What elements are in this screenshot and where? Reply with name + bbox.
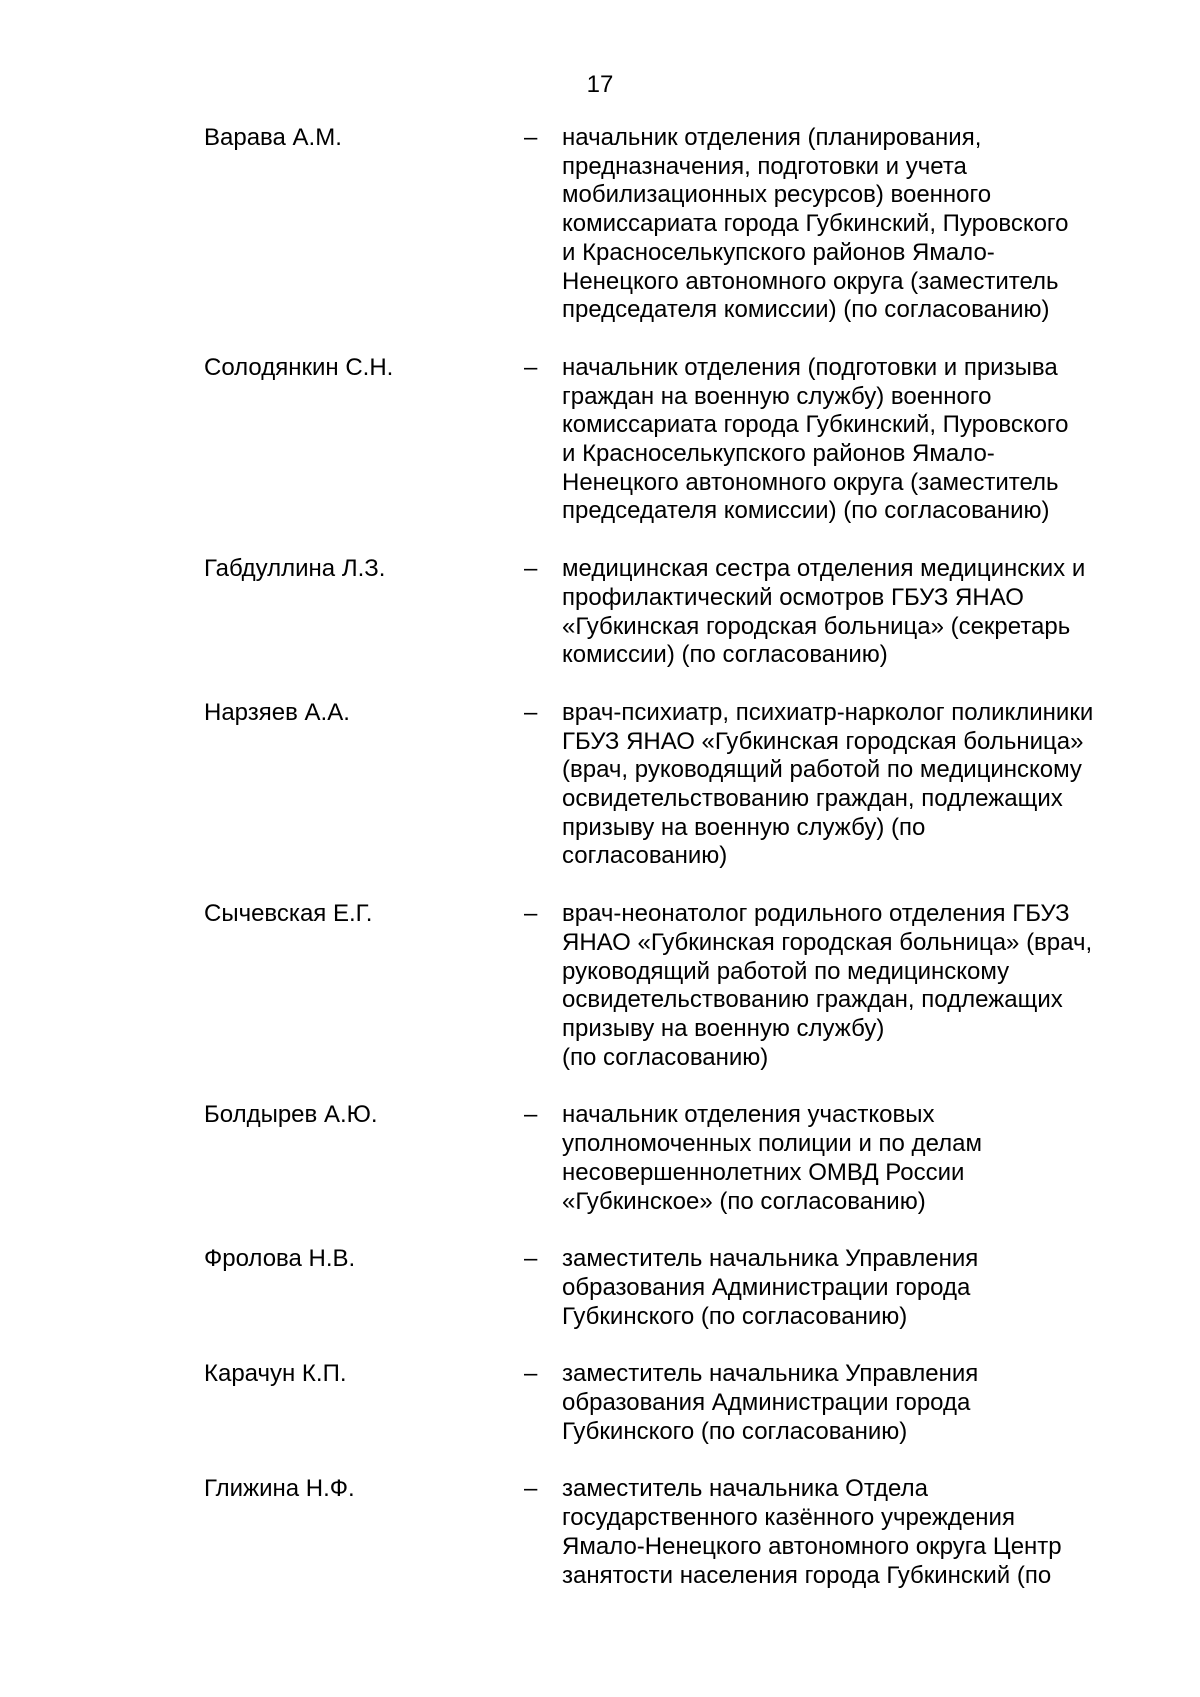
list-item — [0, 1101, 1200, 1216]
separator-dash: – — [524, 698, 538, 726]
member-name: Фролова Н.В. — [204, 1245, 356, 1273]
list-item — [0, 555, 1200, 670]
list-item — [0, 1245, 1200, 1331]
member-position: заместитель начальника Отдела государственного казённого учреждения Ямало-Ненецкого автономного округа Центр занятости населения города Губкинский (по — [562, 1475, 1062, 1589]
list-item — [0, 354, 1200, 526]
separator-dash: – — [524, 900, 538, 928]
member-name: Габдуллина Л.З. — [204, 555, 386, 583]
separator-dash: – — [524, 124, 538, 151]
member-name: Солодянкин С.Н. — [204, 353, 394, 381]
member-name: Глижина Н.Ф. — [204, 1475, 355, 1503]
member-name: Карачун К.П. — [204, 1360, 347, 1388]
list-item — [0, 1475, 1200, 1590]
member-name: Варава А.М. — [204, 124, 342, 151]
list-item — [0, 699, 1200, 871]
member-position: врач-психиатр, психиатр-нарколог поликлиники ГБУЗ ЯНАО «Губкинская городская больница» (врач, руководящий работой по медицинскому освидетельствованию граждан, подлежащих призыву на военную службу) (по согласованию) — [562, 698, 1094, 870]
member-position: заместитель начальника Управления образования Администрации города Губкинского (по согласованию) — [562, 1360, 979, 1445]
member-name: Болдырев А.Ю. — [204, 1101, 378, 1129]
commission-members-list — [0, 124, 1200, 1619]
list-item — [0, 1360, 1200, 1446]
member-position: заместитель начальника Управления образования Администрации города Губкинского (по согласованию) — [562, 1245, 979, 1330]
member-position: начальник отделения (подготовки и призыва граждан на военную службу) военного комиссариата города Губкинский, Пуровского и Красноселькупского районов Ямало- Ненецкого автономного округа (заместитель председателя комиссии) (по согласованию) — [562, 353, 1069, 525]
member-name: Нарзяев А.А. — [204, 698, 350, 726]
member-position: начальник отделения (планирования, предназначения, подготовки и учета мобилизационных ресурсов) военного комиссариата города Губкинский, Пуровского и Красноселькупского районов Ямало- Ненецкого автономного округа (заместитель председателя комиссии) (по согласованию) — [562, 124, 1069, 324]
member-position: врач-неонатолог родильного отделения ГБУЗ ЯНАО «Губкинская городская больница» (врач, руководящий работой по медицинскому освидетельствованию граждан, подлежащих призыву на военную службу) (по согласованию) — [562, 900, 1093, 1071]
list-item — [0, 124, 1200, 325]
member-name: Сычевская Е.Г. — [204, 900, 373, 928]
separator-dash: – — [524, 555, 538, 583]
page-number: 17 — [586, 71, 614, 98]
separator-dash: – — [524, 1475, 538, 1503]
separator-dash: – — [524, 1360, 538, 1388]
separator-dash: – — [524, 353, 538, 381]
member-position: медицинская сестра отделения медицинских и профилактический осмотров ГБУЗ ЯНАО «Губкинская городская больница» (секретарь комиссии) (по согласованию) — [562, 555, 1086, 669]
member-position: начальник отделения участковых уполномоченных полиции и по делам несовершеннолетних ОМВД России «Губкинское» (по согласованию) — [562, 1101, 982, 1215]
separator-dash: – — [524, 1101, 538, 1129]
separator-dash: – — [524, 1245, 538, 1273]
list-item — [0, 900, 1200, 1072]
